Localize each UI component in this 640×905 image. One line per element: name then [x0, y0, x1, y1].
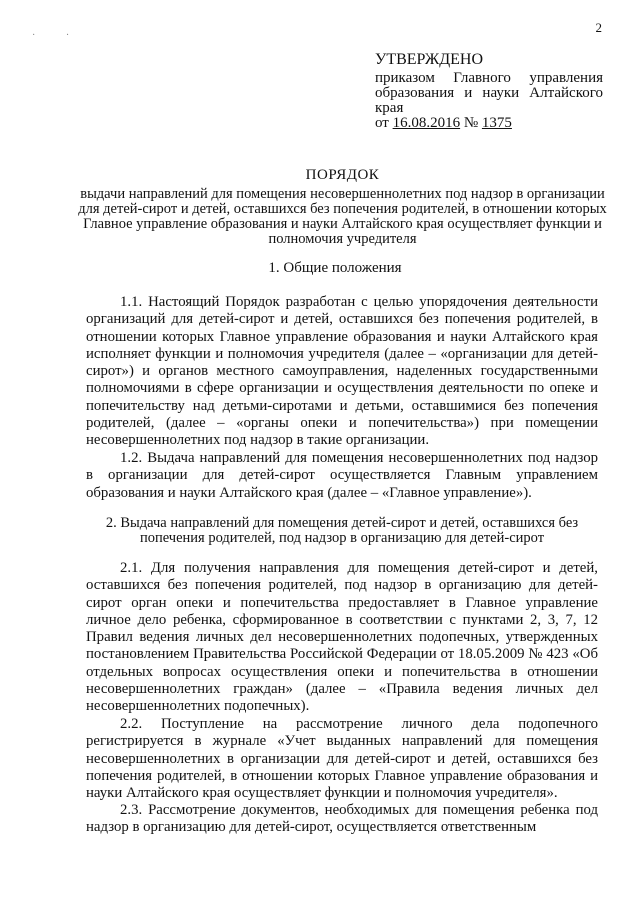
paragraph-1-1 — [86, 294, 598, 450]
paragraph-2-1 — [86, 560, 598, 716]
approval-stamp-block — [375, 52, 603, 131]
section-2-heading-text: 2. Выдача направлений для помещения детей-сирот и детей, оставшихся без попечения родителей, под надзор в организацию для детей-сирот — [105, 515, 579, 546]
approval-number: 1375 — [481, 115, 512, 131]
document-title — [75, 168, 610, 247]
date-prefix: от — [375, 115, 393, 131]
paragraph-2-2 — [86, 716, 598, 802]
approval-line-3: края — [375, 100, 404, 116]
approval-date-line — [375, 116, 603, 131]
section-2-heading — [86, 516, 598, 546]
approval-line-1: приказом Главного управления — [375, 70, 603, 86]
paragraph-2-3-text: 2.3. Рассмотрение документов, необходимых для помещения ребенка под надзор в организацию для детей-сирот, осуществляется ответственным — [86, 802, 598, 836]
title-subtitle: выдачи направлений для помещения несовершеннолетних под надзор в организации для детей-сирот и детей, оставшихся без попечения родителей, в отношении которых Главное управление образования и науки Алтайского края осуществляет функции и полномочия учредителя — [78, 186, 607, 247]
paragraph-1-2-text: 1.2. Выдача направлений для помещения несовершеннолетних под надзор в организации для детей-сирот осуществляется Главным управлением образования и науки Алтайского края (далее – «Главное управление»). — [86, 450, 598, 501]
scan-marks: · · — [32, 30, 84, 41]
approved-label: УТВЕРЖДЕНО — [375, 51, 484, 68]
number-prefix: № — [460, 115, 482, 131]
title-heading: ПОРЯДОК — [305, 167, 380, 183]
paragraph-2-2-text: 2.2. Поступление на рассмотрение личного дела подопечного регистрируется в журнале «Учет выданных направлений для помещения несовершеннолетних в организации для детей-сирот и детей, оставшихся без попечения родителей, в отношении которых Главное управление образования и науки Алтайского края осуществляет функции и полномочия учредителя». — [86, 716, 598, 802]
paragraph-2-3 — [86, 802, 598, 837]
paragraph-1-1-text: 1.1. Настоящий Порядок разработан с целью упорядочения деятельности организаций для детей-сирот и детей, оставшихся без попечения родителей, в отношении которых Главное управление образования и науки Алтайского края исполняет функции и полномочия учредителя (далее – «организации для детей-сирот») и органов местного самоуправления, наделенных государственными полномочиями в сфере организации и осуществления деятельности по опеке и попечительству над детьми-сиротами и детьми, оставшимися без попечения родителей, (далее – «органы опеки и попечительства») при помещении несовершеннолетних под надзор в такие организации. — [86, 294, 598, 449]
paragraph-2-1-text: 2.1. Для получения направления для помещения детей-сирот и детей, оставшихся без попечения родителей, под надзор в организацию для детей-сирот орган опеки и попечительства предоставляет в Главное управление личное дело ребенка, сформированное в соответствии с пунктами 2, 3, 7, 12 Правил ведения личных дел несовершеннолетних подопечных, утвержденных постановлением Правительства Российской Федерации от 18.05.2009 № 423 «Об отдельных вопросах осуществления опеки и попечительства в отношении несовершеннолетних граждан» (далее – «Правила ведения личных дел несовершеннолетних подопечных). — [86, 560, 598, 715]
approval-line-2: образования и науки Алтайского — [375, 85, 603, 101]
approval-date: 16.08.2016 — [392, 115, 461, 131]
paragraph-1-2 — [86, 450, 598, 502]
section-1-heading: 1. Общие положения — [268, 260, 402, 276]
page-number: 2 — [595, 20, 602, 35]
